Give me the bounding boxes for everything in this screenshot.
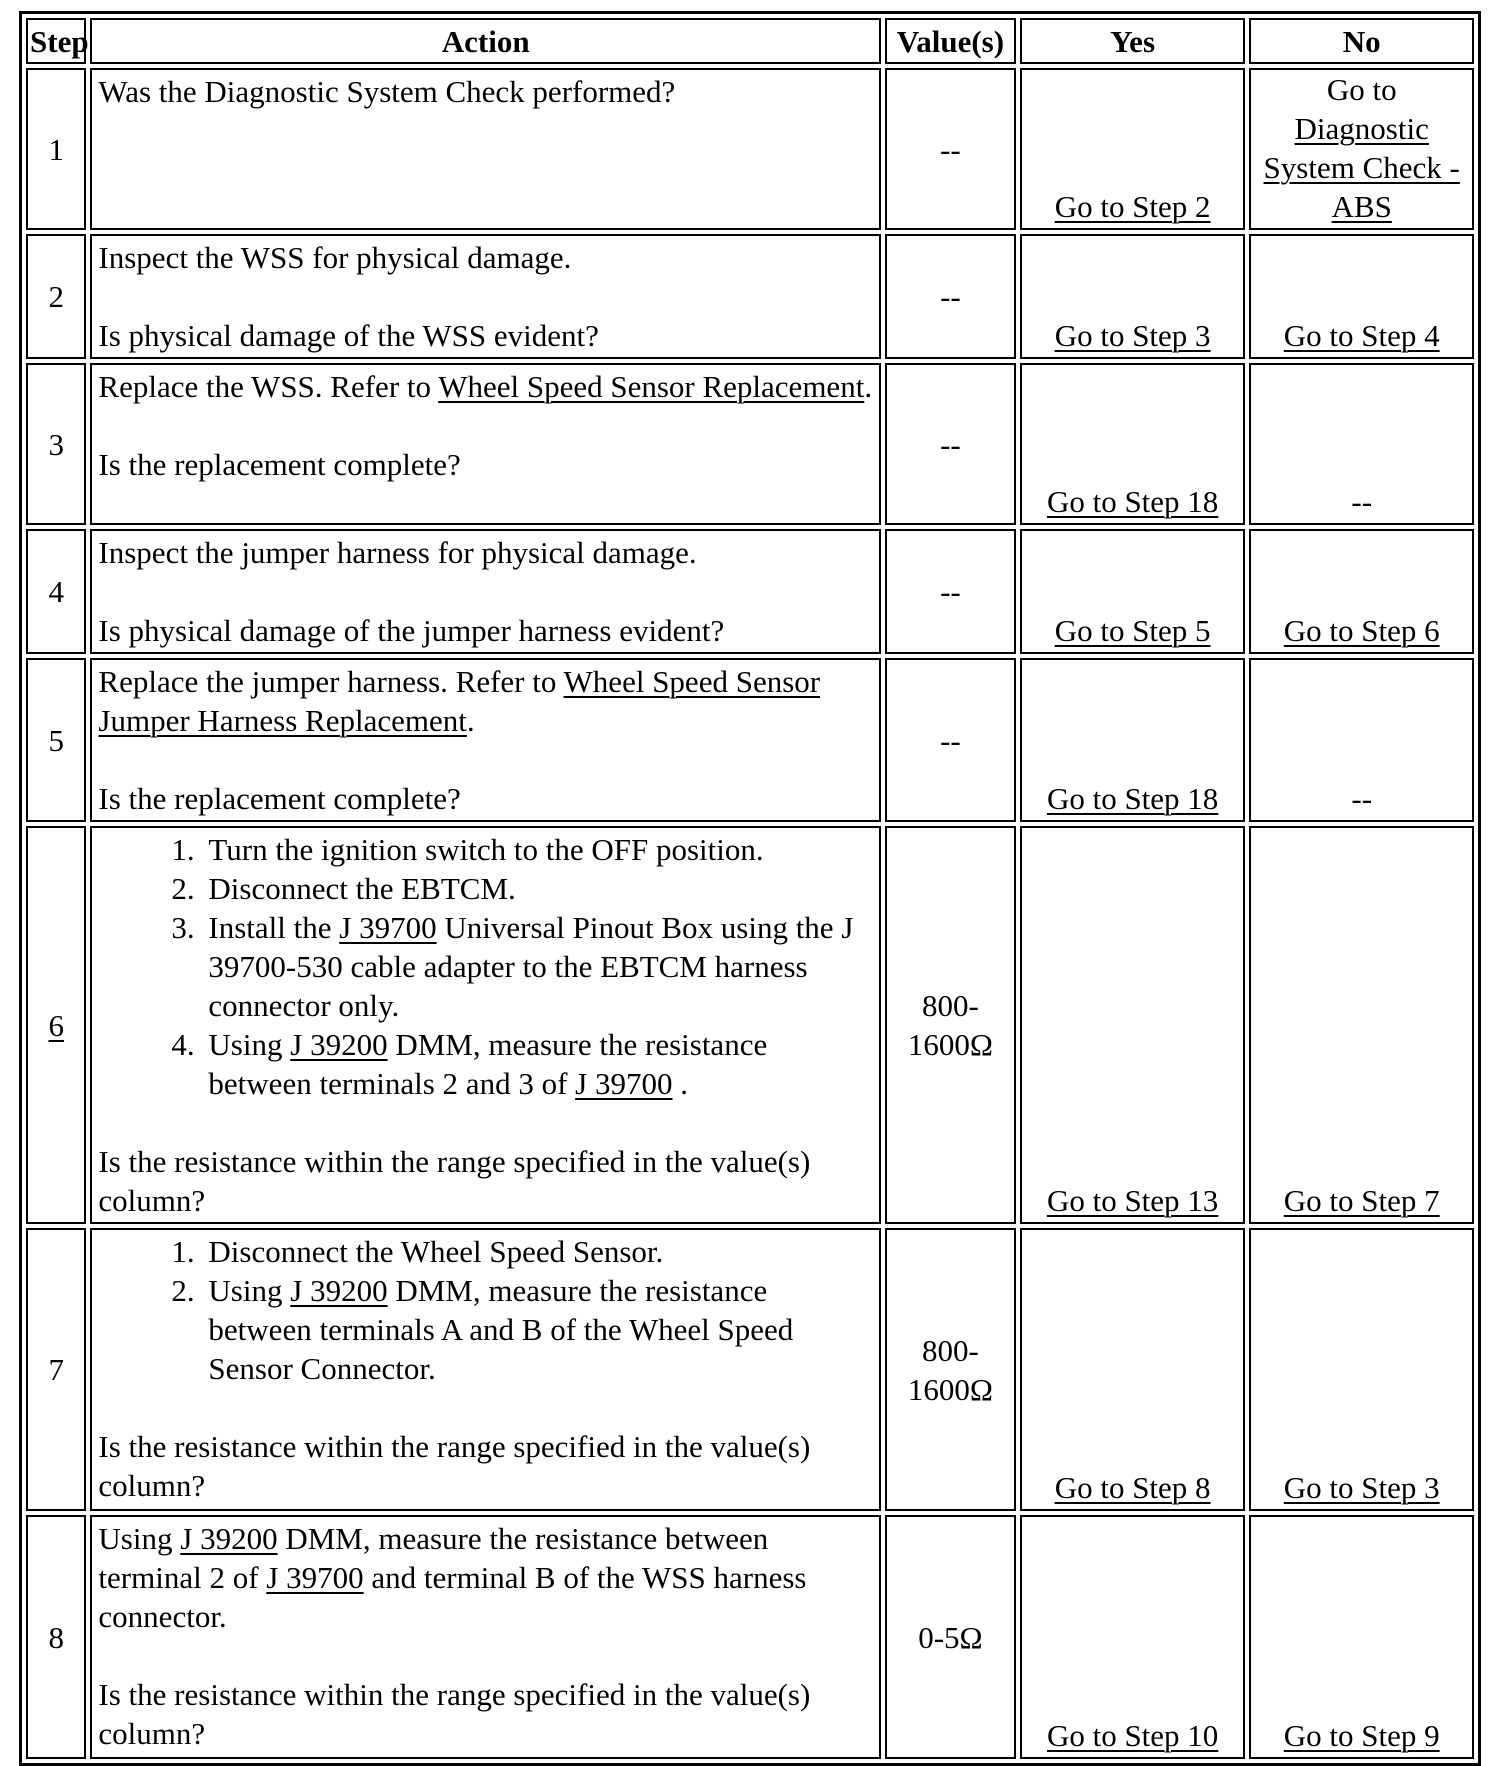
list-item: 2. Using J 39200 DMM, measure the resistance between terminals A and B of the Wheel Speed Sensor Connector. bbox=[202, 1271, 873, 1388]
table-row bbox=[26, 529, 1474, 654]
step-number: 5 bbox=[26, 658, 86, 822]
action-steps-list bbox=[98, 830, 873, 1103]
step-number: 8 bbox=[26, 1515, 86, 1759]
j39200-link[interactable]: J 39200 bbox=[180, 1521, 278, 1556]
value-cell: 800-1600Ω bbox=[885, 1228, 1016, 1511]
action-cell bbox=[90, 826, 881, 1224]
j39700-link[interactable]: J 39700 bbox=[575, 1066, 673, 1101]
action-text: Replace the jumper harness. Refer to Wheel Speed Sensor Jumper Harness Replacement. bbox=[98, 664, 821, 738]
go-to-step-link[interactable]: Go to Step 9 bbox=[1283, 1718, 1440, 1753]
table-row bbox=[26, 363, 1474, 525]
go-to-step-link[interactable]: Go to Step 3 bbox=[1054, 318, 1211, 353]
value-cell: -- bbox=[885, 529, 1016, 654]
action-cell bbox=[90, 658, 881, 822]
go-to-step-link[interactable]: Go to Step 18 bbox=[1046, 484, 1219, 519]
value-cell: -- bbox=[885, 658, 1016, 822]
value-cell: -- bbox=[885, 363, 1016, 525]
j39700-link[interactable]: J 39700 bbox=[266, 1560, 364, 1595]
go-to-step-link[interactable]: Go to Step 10 bbox=[1046, 1718, 1219, 1753]
action-steps-list bbox=[98, 1232, 873, 1388]
action-text: Inspect the jumper harness for physical damage. bbox=[98, 535, 697, 570]
action-cell bbox=[90, 1228, 881, 1511]
step-number: 7 bbox=[26, 1228, 86, 1511]
action-cell bbox=[90, 68, 881, 230]
table-row bbox=[26, 826, 1474, 1224]
no-cell bbox=[1249, 529, 1474, 654]
diagnostic-system-check-link[interactable]: Diagnostic System Check - ABS bbox=[1263, 111, 1460, 224]
action-question: Is physical damage of the jumper harness evident? bbox=[98, 613, 725, 648]
go-to-step-link[interactable]: Go to Step 13 bbox=[1046, 1183, 1219, 1218]
yes-cell bbox=[1020, 658, 1246, 822]
list-item: 1. Turn the ignition switch to the OFF position. bbox=[202, 830, 873, 869]
action-question: Is the resistance within the range specified in the value(s) column? bbox=[98, 1677, 811, 1751]
go-to-step-link[interactable]: Go to Step 4 bbox=[1283, 318, 1440, 353]
go-to-step-link[interactable]: Go to Step 7 bbox=[1283, 1183, 1440, 1218]
yes-cell bbox=[1020, 1515, 1246, 1759]
go-to-step-link[interactable]: Go to Step 6 bbox=[1283, 613, 1440, 648]
action-cell bbox=[90, 234, 881, 359]
go-to-step-link[interactable]: Go to Step 8 bbox=[1054, 1470, 1211, 1505]
yes-cell bbox=[1020, 234, 1246, 359]
go-to-step-link[interactable]: Go to Step 18 bbox=[1046, 781, 1219, 816]
yes-cell bbox=[1020, 68, 1246, 230]
value-cell: -- bbox=[885, 234, 1016, 359]
table-row bbox=[26, 234, 1474, 359]
step-number-link[interactable]: 6 bbox=[26, 826, 86, 1224]
action-question: Is physical damage of the WSS evident? bbox=[98, 318, 599, 353]
yes-cell bbox=[1020, 826, 1246, 1224]
no-cell: -- bbox=[1249, 363, 1474, 525]
table-row bbox=[26, 1228, 1474, 1511]
no-cell bbox=[1249, 234, 1474, 359]
go-to-step-link[interactable]: Go to Step 2 bbox=[1054, 189, 1211, 224]
yes-cell bbox=[1020, 1228, 1246, 1511]
action-text: Inspect the WSS for physical damage. bbox=[98, 240, 572, 275]
no-cell bbox=[1249, 1515, 1474, 1759]
action-text: Replace the WSS. Refer to Wheel Speed Sensor Replacement. bbox=[98, 369, 873, 404]
step-number: 4 bbox=[26, 529, 86, 654]
value-cell: 800-1600Ω bbox=[885, 826, 1016, 1224]
action-cell bbox=[90, 1515, 881, 1759]
list-item: 4. Using J 39200 DMM, measure the resistance between terminals 2 and 3 of J 39700 . bbox=[202, 1025, 873, 1103]
header-values: Value(s) bbox=[885, 18, 1016, 64]
action-cell bbox=[90, 529, 881, 654]
action-cell bbox=[90, 363, 881, 525]
value-cell: -- bbox=[885, 68, 1016, 230]
header-action: Action bbox=[90, 18, 881, 64]
j39200-link[interactable]: J 39200 bbox=[290, 1027, 388, 1062]
jumper-harness-replacement-link[interactable]: Wheel Speed Sensor Jumper Harness Replacement bbox=[98, 664, 821, 738]
list-item: 3. Install the J 39700 Universal Pinout Box using the J 39700-530 cable adapter to the EBTCM harness connector only. bbox=[202, 908, 873, 1025]
value-cell: 0-5Ω bbox=[885, 1515, 1016, 1759]
action-question: Is the replacement complete? bbox=[98, 447, 461, 482]
header-yes: Yes bbox=[1020, 18, 1246, 64]
no-prefix-text: Go to bbox=[1326, 72, 1397, 107]
no-cell: -- bbox=[1249, 658, 1474, 822]
header-row bbox=[26, 18, 1474, 64]
no-cell bbox=[1249, 826, 1474, 1224]
action-question: Is the resistance within the range specified in the value(s) column? bbox=[98, 1429, 811, 1503]
list-item: 2. Disconnect the EBTCM. bbox=[202, 869, 873, 908]
header-step: Step bbox=[26, 18, 86, 64]
step-number: 2 bbox=[26, 234, 86, 359]
action-text: Using J 39200 DMM, measure the resistance between terminal 2 of J 39700 and terminal B of the WSS harness connector. bbox=[98, 1521, 807, 1634]
no-cell bbox=[1249, 68, 1474, 230]
j39700-link[interactable]: J 39700 bbox=[339, 910, 437, 945]
action-question: Is the replacement complete? bbox=[98, 781, 461, 816]
j39200-link[interactable]: J 39200 bbox=[290, 1273, 388, 1308]
yes-cell bbox=[1020, 363, 1246, 525]
diagnostic-table bbox=[19, 11, 1481, 1766]
no-cell bbox=[1249, 1228, 1474, 1511]
go-to-step-link[interactable]: Go to Step 5 bbox=[1054, 613, 1211, 648]
step-number: 1 bbox=[26, 68, 86, 230]
table-row bbox=[26, 1515, 1474, 1759]
step-number: 3 bbox=[26, 363, 86, 525]
list-item: 1. Disconnect the Wheel Speed Sensor. bbox=[202, 1232, 873, 1271]
go-to-step-link[interactable]: Go to Step 3 bbox=[1283, 1470, 1440, 1505]
header-no: No bbox=[1249, 18, 1474, 64]
action-text: Was the Diagnostic System Check performed? bbox=[98, 74, 676, 109]
action-question: Is the resistance within the range specified in the value(s) column? bbox=[98, 1144, 811, 1218]
yes-cell bbox=[1020, 529, 1246, 654]
wheel-speed-sensor-replacement-link[interactable]: Wheel Speed Sensor Replacement bbox=[438, 369, 865, 404]
table-row bbox=[26, 68, 1474, 230]
table-row bbox=[26, 658, 1474, 822]
